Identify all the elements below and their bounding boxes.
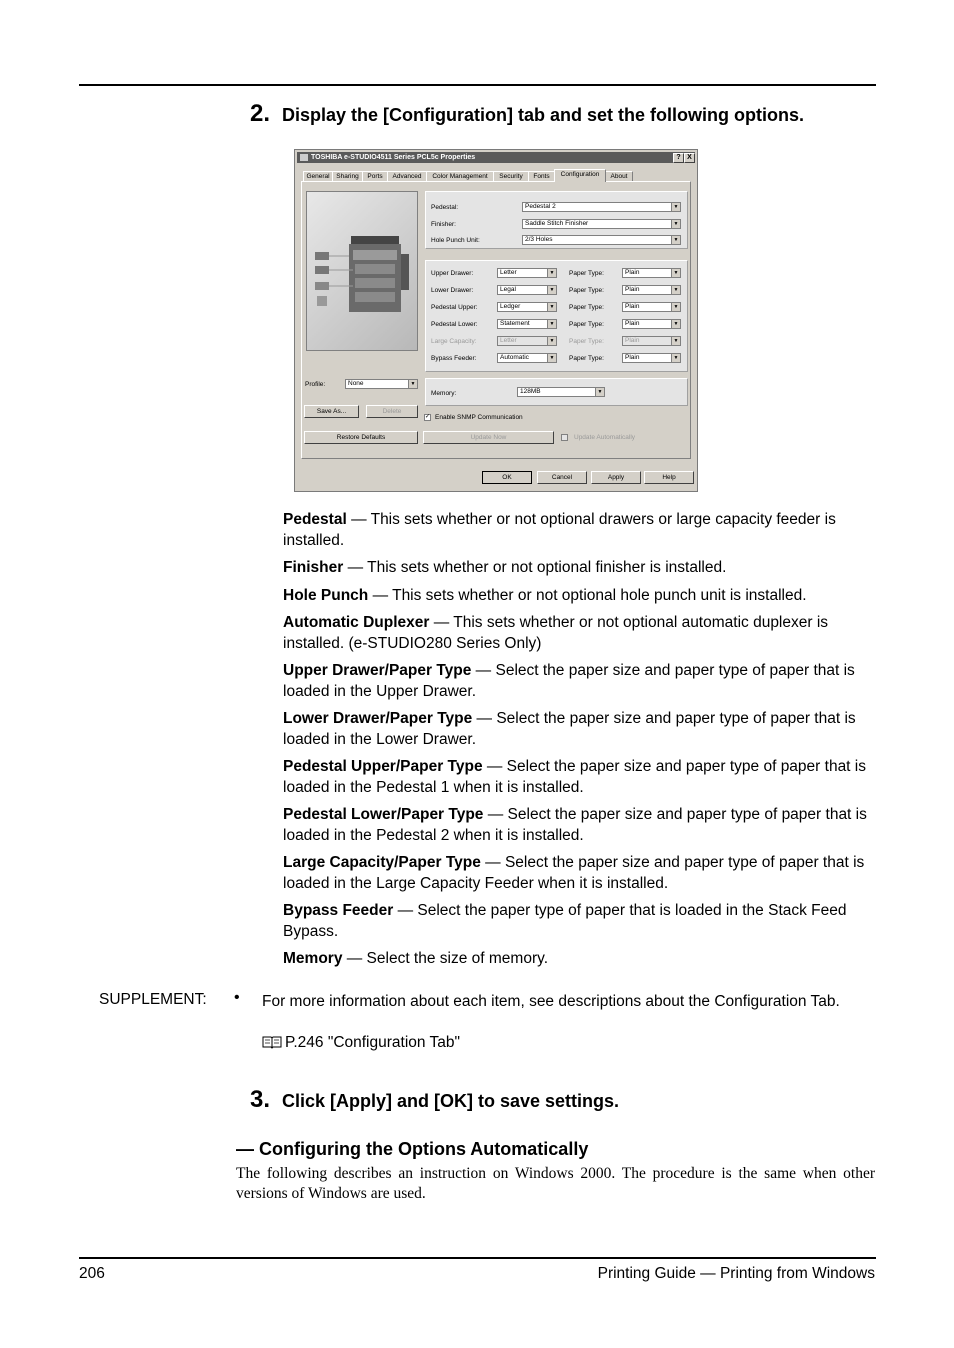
memory-value: 128MB xyxy=(520,388,541,395)
profile-select[interactable] xyxy=(345,379,418,389)
definition-desc: — Select the paper type of paper that is loaded in the Stack Feed Bypass. xyxy=(283,902,847,940)
ok-button[interactable]: OK xyxy=(482,471,532,484)
drawer-label: Bypass Feeder: xyxy=(431,355,477,362)
definition-term: Memory xyxy=(283,950,343,967)
definition-term: Hole Punch xyxy=(283,586,369,604)
drawer-size-select[interactable] xyxy=(497,268,557,278)
drawer-size-value: Letter xyxy=(500,337,517,344)
top-rule xyxy=(79,84,876,86)
definition-desc: — Select the paper size and paper type of paper that is loaded in the Pedestal 2 when it is installed. xyxy=(283,806,867,844)
memory-label: Memory: xyxy=(431,390,457,397)
finisher-select[interactable] xyxy=(522,219,681,229)
chevron-down-icon: ▼ xyxy=(547,337,556,345)
drawer-size-value: Letter xyxy=(500,269,517,276)
chevron-down-icon: ▼ xyxy=(671,236,680,244)
definition-term: Pedestal Upper/Paper Type xyxy=(283,758,483,775)
paper-type-label: Paper Type: xyxy=(569,270,604,277)
paper-type-select[interactable] xyxy=(622,302,681,312)
chevron-down-icon: ▼ xyxy=(671,203,680,211)
step-text: Display the [Configuration] tab and set the following options. xyxy=(282,105,804,125)
pedestal-select[interactable] xyxy=(522,202,681,212)
dialog-title: TOSHIBA e-STUDIO4511 Series PCL5c Properties xyxy=(311,154,476,161)
help-title-button[interactable]: ? xyxy=(673,153,684,163)
tab-color-management[interactable]: Color Management xyxy=(426,171,494,182)
paper-type-select[interactable] xyxy=(622,268,681,278)
definition-desc: — This sets whether or not optional drawers or large capacity feeder is installed. xyxy=(283,511,836,549)
reference-text: P.246 "Configuration Tab" xyxy=(285,1034,461,1051)
definition-item xyxy=(283,709,876,750)
chevron-down-icon: ▼ xyxy=(547,354,556,362)
definition-term: Pedestal xyxy=(283,511,347,528)
tab-general[interactable]: General xyxy=(303,171,333,182)
memory-select[interactable] xyxy=(517,387,605,397)
chevron-down-icon: ▼ xyxy=(671,354,680,362)
close-button[interactable]: X xyxy=(684,153,695,163)
restore-defaults-button[interactable]: Restore Defaults xyxy=(304,431,418,444)
drawer-label: Lower Drawer: xyxy=(431,287,474,294)
paper-type-value: Plain xyxy=(625,337,640,344)
paper-type-select[interactable] xyxy=(622,285,681,295)
definition-desc: — Select the paper size and paper type of paper that is loaded in the Pedestal 1 when it is installed. xyxy=(283,758,866,796)
hole-punch-value: 2/3 Holes xyxy=(525,236,553,243)
finisher-label: Finisher: xyxy=(431,221,456,228)
update-auto-label: Update Automatically xyxy=(574,434,636,441)
tab-sharing[interactable]: Sharing xyxy=(332,171,363,182)
paper-type-label: Paper Type: xyxy=(569,321,604,328)
drawer-size-value: Statement xyxy=(500,320,530,327)
paper-type-value: Plain xyxy=(625,269,640,276)
memory-group xyxy=(425,378,688,406)
step-2-heading xyxy=(250,100,804,128)
section-heading: — Configuring the Options Automatically xyxy=(236,1139,589,1159)
drawer-size-select[interactable] xyxy=(497,302,557,312)
chevron-down-icon: ▼ xyxy=(671,286,680,294)
definition-term: Bypass Feeder xyxy=(283,902,394,919)
chevron-down-icon: ▼ xyxy=(547,286,556,294)
delete-button: Delete xyxy=(366,405,418,418)
paper-type-value: Plain xyxy=(625,354,640,361)
step-text: Click [Apply] and [OK] to save settings. xyxy=(282,1091,620,1111)
finisher-value: Saddle Stitch Finisher xyxy=(525,220,589,227)
chevron-down-icon: ▼ xyxy=(547,303,556,311)
chevron-down-icon: ▼ xyxy=(408,380,417,388)
drawer-label: Large Capacity: xyxy=(431,338,477,345)
definition-term: Finisher xyxy=(283,559,344,576)
profile-value: None xyxy=(348,380,364,387)
definition-desc: — Select the paper size and paper type of paper that is loaded in the Lower Drawer. xyxy=(283,710,856,748)
footer-title: Printing Guide — Printing from Windows xyxy=(597,1265,875,1282)
hole-punch-select[interactable] xyxy=(522,235,681,245)
page-number: 206 xyxy=(79,1265,105,1282)
definition-item xyxy=(283,901,876,942)
tab-advanced[interactable]: Advanced xyxy=(387,171,427,182)
paper-type-select xyxy=(622,336,681,346)
definition-desc: — This sets whether or not optional automatic duplexer is installed. (e-STUDIO280 Series Only) xyxy=(283,614,829,652)
snmp-checkbox[interactable]: ✓ xyxy=(425,414,431,420)
tab-fonts[interactable]: Fonts xyxy=(528,171,555,182)
tab-about[interactable]: About xyxy=(605,171,633,182)
step-number: 3. xyxy=(250,1086,271,1113)
chevron-down-icon: ▼ xyxy=(595,388,604,396)
options-group xyxy=(425,191,688,249)
copier-illustration xyxy=(307,192,417,350)
pedestal-value: Pedestal 2 xyxy=(525,203,556,210)
definition-term: Upper Drawer/Paper Type xyxy=(283,662,472,679)
drawer-label: Pedestal Upper: xyxy=(431,304,478,311)
configuration-panel xyxy=(301,181,691,459)
paper-type-label: Paper Type: xyxy=(569,287,604,294)
definition-item xyxy=(283,661,876,702)
copier-image xyxy=(306,191,418,351)
definition-item xyxy=(283,757,876,798)
bottom-rule xyxy=(79,1257,876,1259)
chevron-down-icon: ▼ xyxy=(671,303,680,311)
drawer-size-value: Legal xyxy=(500,286,516,293)
drawer-label: Upper Drawer: xyxy=(431,270,474,277)
definition-desc: — Select the paper size and paper type of paper that is loaded in the Large Capacity Feeder when it is installed. xyxy=(283,854,865,892)
supplement-reference[interactable] xyxy=(262,1034,460,1052)
paper-type-value: Plain xyxy=(625,286,640,293)
update-auto-checkbox xyxy=(561,434,568,441)
drawer-label: Pedestal Lower: xyxy=(431,321,478,328)
step-number: 2. xyxy=(250,100,271,127)
chevron-down-icon: ▼ xyxy=(671,320,680,328)
chevron-down-icon: ▼ xyxy=(671,269,680,277)
paper-type-select[interactable] xyxy=(622,353,681,363)
chevron-down-icon: ▼ xyxy=(547,269,556,277)
chevron-down-icon: ▼ xyxy=(671,337,680,345)
definition-item xyxy=(283,613,876,654)
definition-item xyxy=(283,949,876,970)
definition-item xyxy=(283,586,876,607)
supplement-label: SUPPLEMENT: xyxy=(99,991,207,1008)
paper-type-label: Paper Type: xyxy=(569,355,604,362)
tab-security[interactable]: Security xyxy=(493,171,529,182)
save-as-button[interactable]: Save As... xyxy=(304,405,359,418)
drawer-size-value: Ledger xyxy=(500,303,521,310)
paper-type-label: Paper Type: xyxy=(569,304,604,311)
dialog-titlebar xyxy=(297,152,695,163)
definition-desc: — Select the size of memory. xyxy=(342,950,549,967)
intro-paragraph: The following describes an instruction on Windows 2000. The procedure is the same when other versions of Windows are used. xyxy=(236,1165,875,1202)
definition-item xyxy=(283,805,876,846)
properties-dialog xyxy=(294,149,698,492)
paper-type-value: Plain xyxy=(625,320,640,327)
definition-desc: — This sets whether or not optional finisher is installed. xyxy=(343,559,727,576)
supplement-text: For more information about each item, see descriptions about the Configuration Tab. xyxy=(262,993,840,1010)
definitions-list xyxy=(283,510,876,977)
definition-item xyxy=(283,853,876,894)
definition-term: Pedestal Lower/Paper Type xyxy=(283,806,484,823)
drawer-size-select[interactable] xyxy=(497,319,557,329)
update-now-button: Update Now xyxy=(423,431,554,444)
chevron-down-icon: ▼ xyxy=(671,220,680,228)
chevron-down-icon: ▼ xyxy=(547,320,556,328)
paper-type-label: Paper Type: xyxy=(569,338,604,345)
paper-type-select[interactable] xyxy=(622,319,681,329)
book-icon xyxy=(262,1035,282,1049)
help-button[interactable]: Help xyxy=(644,471,694,484)
apply-button[interactable]: Apply xyxy=(591,471,641,484)
pedestal-label: Pedestal: xyxy=(431,204,459,211)
definition-item xyxy=(283,510,876,551)
hole-punch-label: Hole Punch Unit: xyxy=(431,237,480,244)
drawers-group xyxy=(425,260,688,372)
drawer-size-value: Automatic xyxy=(500,354,529,361)
profile-label: Profile: xyxy=(305,381,326,388)
definition-term: Automatic Duplexer xyxy=(283,614,430,631)
definition-term: Lower Drawer/Paper Type xyxy=(283,710,473,727)
tab-configuration[interactable]: Configuration xyxy=(554,169,606,182)
printer-icon xyxy=(300,154,308,161)
tab-ports[interactable]: Ports xyxy=(362,171,388,182)
drawer-size-select[interactable] xyxy=(497,285,557,295)
definition-desc: — This sets whether or not optional hole punch unit is installed. xyxy=(368,586,807,604)
drawer-size-select xyxy=(497,336,557,346)
definition-item xyxy=(283,558,876,579)
definition-term: Large Capacity/Paper Type xyxy=(283,854,481,871)
drawer-size-select[interactable] xyxy=(497,353,557,363)
paper-type-value: Plain xyxy=(625,303,640,310)
cancel-button[interactable]: Cancel xyxy=(537,471,587,484)
bullet: • xyxy=(234,989,240,1006)
snmp-label: Enable SNMP Communication xyxy=(435,414,523,421)
definition-desc: — Select the paper size and paper type of paper that is loaded in the Upper Drawer. xyxy=(283,662,855,700)
step-3-heading xyxy=(250,1086,619,1114)
